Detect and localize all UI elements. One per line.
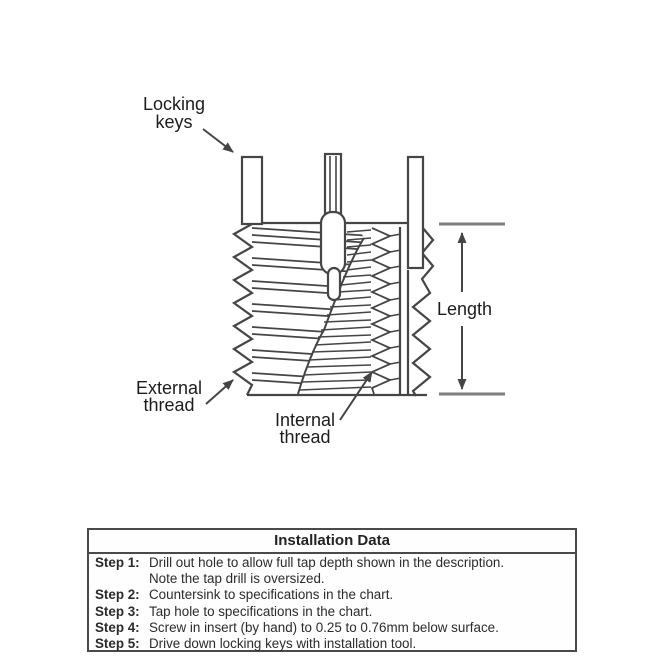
step-label: [95, 571, 149, 587]
step-text: Drive down locking keys with installation tool.: [149, 636, 417, 652]
step-text: Note the tap drill is oversized.: [149, 571, 325, 587]
table-row: [95, 636, 572, 652]
step-label: Step 2:: [95, 587, 140, 603]
installation-data-table: [87, 528, 577, 652]
external-thread-zigzag: [234, 224, 252, 395]
label-internal-thread-line2: thread: [279, 427, 331, 447]
center-key-tip: [328, 268, 340, 300]
table-row: [95, 555, 572, 571]
table-row: [95, 604, 572, 620]
label-external-thread-line2: thread: [143, 395, 195, 415]
center-key: [325, 154, 341, 216]
center-key-body: [321, 212, 345, 274]
table-row: [95, 571, 572, 587]
step-text: Countersink to specifications in the chart.: [149, 587, 394, 603]
step-text: Tap hole to specifications in the chart.: [149, 603, 373, 619]
label-internal-thread: [263, 412, 347, 446]
right-key: [408, 157, 423, 268]
table-row: [95, 620, 572, 636]
step-text: Drill out hole to allow full tap depth shown in the description.: [149, 555, 505, 570]
table-title: Installation Data: [89, 530, 575, 554]
step-text: Screw in insert (by hand) to 0.25 to 0.76mm below surface.: [149, 619, 499, 635]
label-external-thread: [126, 380, 212, 414]
label-internal-thread-line1: Internal: [274, 410, 336, 430]
label-external-thread-line1: External: [135, 378, 203, 398]
label-locking-keys: [133, 95, 215, 131]
label-length: Length: [437, 299, 493, 319]
table-body: [89, 554, 575, 652]
step-label: Step 1:: [95, 555, 140, 570]
label-locking-keys-line1: Locking: [142, 94, 206, 114]
step-label: Step 3:: [95, 603, 140, 619]
table-row: [95, 587, 572, 603]
step-label: Step 4:: [95, 619, 140, 635]
label-locking-keys-line2: keys: [155, 112, 193, 132]
step-label: Step 5:: [95, 636, 140, 652]
cutaway-section: [298, 227, 402, 394]
locking-keys-arrow: [203, 129, 233, 152]
left-key: [242, 157, 262, 224]
